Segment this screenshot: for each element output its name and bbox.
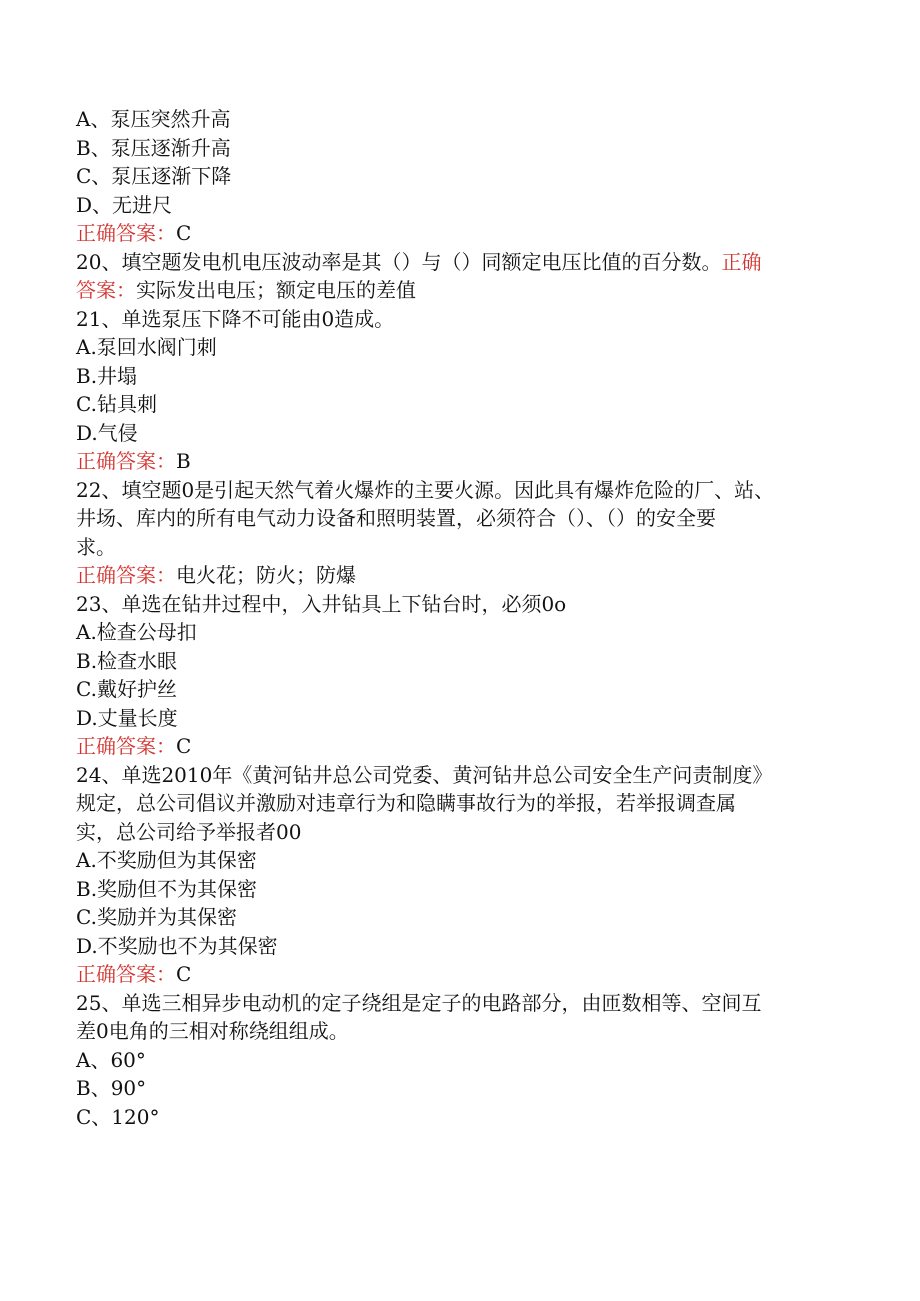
- question-text: 实，总公司给予举报者00: [76, 819, 302, 844]
- option: A.泵回水阀门刺: [76, 335, 217, 359]
- question-text: 24、单选2010年《黄河钻井总公司党委、黄河钻井总公司安全生产问责制度》: [76, 762, 773, 787]
- answer-label: 正确答案：: [76, 449, 176, 473]
- question-stem: 20、填空题发电机电压波动率是其（）与（）同额定电压比值的百分数。: [76, 249, 722, 274]
- answer-value: C: [176, 962, 192, 986]
- answer-label: 正确答案：: [76, 563, 176, 587]
- question-22: [76, 476, 816, 590]
- answer-line: [76, 276, 816, 305]
- option: B.奖励但不为其保密: [76, 876, 258, 901]
- option: D.丈量长度: [76, 705, 178, 730]
- question-text: 21、单选泵压下降不可能由0造成。: [76, 306, 395, 331]
- option: C、泵压逐渐下降: [76, 164, 232, 188]
- option: C、120°: [76, 1104, 160, 1129]
- question-text: 22、填空题0是引起天然气着火爆炸的主要火源。因此具有爆炸危险的厂、站、: [76, 477, 775, 502]
- question-21: [76, 305, 816, 476]
- question-text: 规定，总公司倡议并激励对违章行为和隐瞒事故行为的举报，若举报调查属: [76, 791, 736, 815]
- option: B、泵压逐渐升高: [76, 135, 231, 160]
- question-text: 25、单选三相异步电动机的定子绕组是定子的电路部分，由匝数相等、空间互: [76, 990, 762, 1015]
- option: B.检查水眼: [76, 648, 178, 673]
- document-page: [76, 105, 816, 1131]
- answer-value: 电火花；防火；防爆: [176, 563, 356, 587]
- answer-line: [76, 960, 816, 989]
- answer-line: [76, 561, 816, 590]
- option: C.戴好护丝: [76, 677, 177, 701]
- question-24: [76, 761, 816, 989]
- option: A.检查公母扣: [76, 620, 197, 644]
- answer-line: [76, 732, 816, 761]
- answer-value: C: [176, 221, 192, 245]
- answer-line: [76, 447, 816, 476]
- answer-label-part2: 答案：: [76, 278, 136, 302]
- answer-label: 正确答案：: [76, 221, 176, 245]
- question-text: 井场、库内的所有电气动力设备和照明装置，必须符合（）、（）的安全要: [76, 506, 716, 530]
- question-23: [76, 590, 816, 761]
- question-text: [76, 248, 816, 277]
- option: C.钻具刺: [76, 392, 157, 416]
- answer-label-part1: 正确: [721, 249, 762, 274]
- option: B、90°: [76, 1076, 147, 1100]
- answer-label: 正确答案：: [76, 962, 176, 986]
- option: D.不奖励也不为其保密: [76, 933, 278, 958]
- answer-value: B: [176, 449, 191, 473]
- question-20: [76, 248, 816, 305]
- question-text: 差0电角的三相对称绕组组成。: [76, 1019, 349, 1043]
- answer-value: 实际发出电压；额定电压的差值: [136, 278, 416, 302]
- question-text: 23、单选在钻井过程中，入井钻具上下钻台时，必须0o: [76, 591, 567, 616]
- answer-value: C: [176, 734, 192, 758]
- option: A.不奖励但为其保密: [76, 848, 257, 872]
- option: B.井塌: [76, 363, 138, 388]
- option: A、泵压突然升高: [76, 107, 231, 131]
- answer-label: 正确答案：: [76, 734, 176, 758]
- option: D.气侵: [76, 420, 138, 445]
- option: C.奖励并为其保密: [76, 905, 237, 929]
- answer-line: [76, 219, 816, 248]
- question-25: [76, 989, 816, 1132]
- option: D、无进尺: [76, 192, 173, 217]
- option: A、60°: [76, 1047, 146, 1072]
- question-text: 求。: [76, 534, 116, 559]
- question-19-tail: [76, 105, 816, 248]
